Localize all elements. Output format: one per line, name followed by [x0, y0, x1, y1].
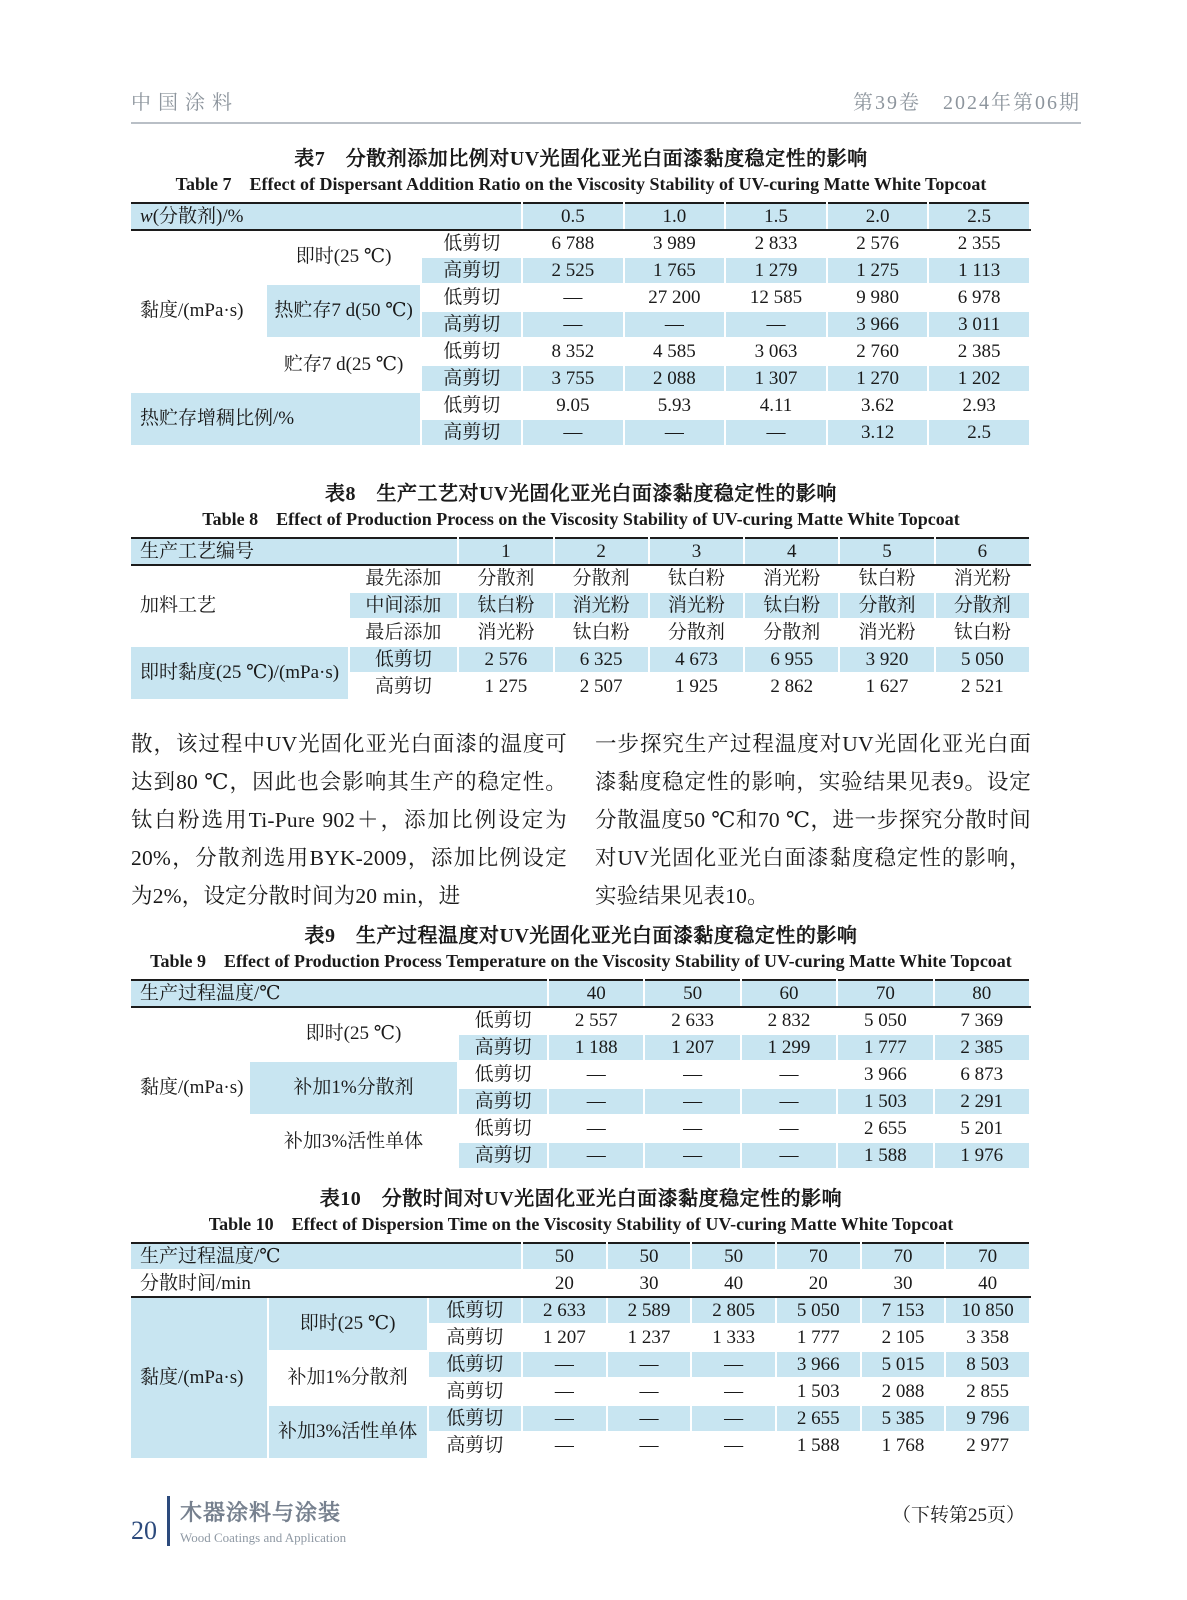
table-cell: 最先添加	[349, 565, 459, 592]
table-cell: 3.62	[827, 392, 929, 419]
table-cell: 3 358	[945, 1324, 1030, 1351]
table-cell: 0.5	[522, 203, 624, 230]
table-cell: 10 850	[945, 1297, 1030, 1324]
table-cell: 2 576	[827, 230, 929, 257]
table-cell: 2	[554, 538, 649, 565]
table-cell: 3 920	[839, 646, 934, 673]
table-cell: 高剪切	[428, 1324, 522, 1351]
table-cell: 1 113	[928, 257, 1030, 284]
table-cell: 消光粉	[458, 619, 553, 646]
table-cell: —	[607, 1432, 692, 1459]
table-row	[131, 1061, 1030, 1088]
table-cell: 40	[945, 1270, 1030, 1297]
table-cell: 1 588	[837, 1142, 933, 1169]
table-cell: 40	[548, 980, 644, 1007]
table-cell: 1 503	[837, 1088, 933, 1115]
table-cell: —	[522, 1378, 607, 1405]
table-cell: 高剪切	[458, 1088, 548, 1115]
table-cell: —	[522, 419, 624, 446]
table-cell: 1 333	[691, 1324, 776, 1351]
table-cell: 即时(25 ℃)	[249, 1007, 458, 1061]
table-cell: 50	[644, 980, 740, 1007]
table-cell: 低剪切	[458, 1061, 548, 1088]
table-cell: 2 833	[725, 230, 827, 257]
table-cell: 5	[839, 538, 934, 565]
table-cell: 即时(25 ℃)	[268, 1297, 428, 1351]
table10	[131, 1242, 1031, 1460]
table-cell: 20	[776, 1270, 861, 1297]
t8-grid	[131, 537, 1031, 701]
table-cell: 4 673	[649, 646, 744, 673]
table-cell: 高剪切	[458, 1142, 548, 1169]
table-cell: 高剪切	[421, 419, 522, 446]
table-cell: 2 088	[624, 365, 726, 392]
table-cell: 低剪切	[421, 284, 522, 311]
table-cell: 低剪切	[421, 338, 522, 365]
table-row	[131, 1007, 1030, 1034]
table-cell: —	[548, 1061, 644, 1088]
table-cell: 分散剂	[458, 565, 553, 592]
running-header	[131, 86, 1081, 124]
table-cell: —	[607, 1405, 692, 1432]
table-cell: 1 976	[934, 1142, 1030, 1169]
table-cell: 3 011	[928, 311, 1030, 338]
table-cell: 2.93	[928, 392, 1030, 419]
table7	[131, 202, 1031, 447]
table-cell: 5 015	[861, 1351, 946, 1378]
table-cell: 1 503	[776, 1378, 861, 1405]
table-cell: 7 153	[861, 1297, 946, 1324]
table-cell: 4 585	[624, 338, 726, 365]
table-row	[131, 1243, 1030, 1270]
table-row	[131, 1270, 1030, 1297]
footer-divider	[167, 1496, 170, 1546]
table10-caption-zh: 表10 分散时间对UV光固化亚光白面漆黏度稳定性的影响	[319, 1188, 843, 1210]
table-cell: 2.0	[827, 203, 929, 230]
table-cell: 消光粉	[839, 619, 934, 646]
table-cell: 低剪切	[458, 1007, 548, 1034]
table-cell: 高剪切	[458, 1034, 548, 1061]
table-cell: 8 352	[522, 338, 624, 365]
table-cell: 9 980	[827, 284, 929, 311]
table-cell: 1 627	[839, 673, 934, 700]
table-cell: 6 955	[744, 646, 839, 673]
table-row	[131, 538, 1030, 565]
table-cell: —	[644, 1142, 740, 1169]
table-cell: 2 805	[691, 1297, 776, 1324]
table-cell: 80	[934, 980, 1030, 1007]
table-cell: 5 050	[935, 646, 1030, 673]
table-cell: 5 050	[776, 1297, 861, 1324]
table-cell: 2 633	[644, 1007, 740, 1034]
table-cell: 5.93	[624, 392, 726, 419]
table-cell: 2 576	[458, 646, 553, 673]
table-cell: 30	[607, 1270, 692, 1297]
table-cell: 27 200	[624, 284, 726, 311]
table-cell: 1.0	[624, 203, 726, 230]
table-row	[131, 565, 1030, 592]
table-cell: —	[522, 284, 624, 311]
table-cell: 低剪切	[421, 230, 522, 257]
section-title-en: Wood Coatings and Application	[180, 1530, 347, 1545]
table-cell: 2 385	[934, 1034, 1030, 1061]
table-cell: 贮存7 d(25 ℃)	[266, 338, 422, 392]
table-cell: 1 777	[776, 1324, 861, 1351]
table-cell: 8 503	[945, 1351, 1030, 1378]
table-cell: 5 050	[837, 1007, 933, 1034]
table-cell: —	[725, 419, 827, 446]
table-cell: 1 925	[649, 673, 744, 700]
table-cell: 50	[522, 1243, 607, 1270]
section-title-zh: 木器涂料与涂装	[180, 1500, 342, 1525]
table-cell: 1 275	[458, 673, 553, 700]
table-cell: 3.12	[827, 419, 929, 446]
table-cell: 5 385	[861, 1405, 946, 1432]
table-cell: 2 105	[861, 1324, 946, 1351]
table-cell: 加料工艺	[131, 565, 349, 646]
table-cell: 1	[458, 538, 553, 565]
table9-section	[131, 923, 1031, 1170]
table-cell: 高剪切	[421, 311, 522, 338]
table-cell: 12 585	[725, 284, 827, 311]
table8-caption-en: Table 8 Effect of Production Process on the Viscosity Stability of UV-curing Matte White Topcoat	[202, 509, 960, 529]
table-cell: 高剪切	[421, 257, 522, 284]
table-cell: 2.5	[928, 419, 1030, 446]
table-cell: 4	[744, 538, 839, 565]
table-cell: 1 768	[861, 1432, 946, 1459]
table-cell: 6 873	[934, 1061, 1030, 1088]
table-cell: 黏度/(mPa·s)	[131, 1007, 249, 1169]
table-cell: 低剪切	[421, 392, 522, 419]
table-cell: 40	[691, 1270, 776, 1297]
table-cell: 3	[649, 538, 744, 565]
table-cell: 低剪切	[428, 1405, 522, 1432]
table8-section	[131, 481, 1031, 701]
table-cell: 2 291	[934, 1088, 1030, 1115]
table-cell: 3 989	[624, 230, 726, 257]
table-cell: 黏度/(mPa·s)	[131, 230, 266, 392]
table-cell: 1 237	[607, 1324, 692, 1351]
table-cell: —	[644, 1115, 740, 1142]
table-cell: 钛白粉	[839, 565, 934, 592]
table-cell: 2 633	[522, 1297, 607, 1324]
table-cell: 70	[945, 1243, 1030, 1270]
table9	[131, 979, 1031, 1170]
table8	[131, 537, 1031, 701]
table-cell: —	[691, 1378, 776, 1405]
table-cell: 2 557	[548, 1007, 644, 1034]
table-cell: 热贮存增稠比例/%	[131, 392, 421, 446]
table-row	[131, 338, 1030, 365]
table-cell: 2 760	[827, 338, 929, 365]
table-cell: 3 966	[776, 1351, 861, 1378]
table10-caption-en: Table 10 Effect of Dispersion Time on the Viscosity Stability of UV-curing Matte White Topcoat	[208, 1214, 954, 1234]
table-cell: —	[548, 1142, 644, 1169]
table-cell: 消光粉	[554, 592, 649, 619]
table-cell: 分散剂	[649, 619, 744, 646]
table-row	[131, 392, 1030, 419]
table-cell: 1 188	[548, 1034, 644, 1061]
table-cell: 1 207	[522, 1324, 607, 1351]
table-cell: —	[691, 1351, 776, 1378]
table-cell: 1 275	[827, 257, 929, 284]
table-cell: —	[741, 1115, 837, 1142]
table-cell: —	[607, 1351, 692, 1378]
table-cell: —	[548, 1115, 644, 1142]
table-cell: w(分散剂)/%	[131, 203, 522, 230]
table-cell: 1 765	[624, 257, 726, 284]
table-cell: 30	[861, 1270, 946, 1297]
t9-grid	[131, 979, 1031, 1170]
table-cell: 3 966	[827, 311, 929, 338]
table-cell: 2 832	[741, 1007, 837, 1034]
table-cell: —	[741, 1061, 837, 1088]
table-cell: 消光粉	[649, 592, 744, 619]
table-cell: 2 655	[837, 1115, 933, 1142]
journal-name: 中国涂料	[131, 92, 239, 114]
table-cell: 60	[741, 980, 837, 1007]
table-cell: —	[725, 311, 827, 338]
table-cell: 3 966	[837, 1061, 933, 1088]
table-cell: 2 355	[928, 230, 1030, 257]
table-cell: 2 855	[945, 1378, 1030, 1405]
table-cell: 最后添加	[349, 619, 459, 646]
paragraph-right-column: 一步探究生产过程温度对UV光固化亚光白面漆黏度稳定性的影响，实验结果见表9。设定分散温度50 ℃和70 ℃，进一步探究分散时间对UV光固化亚光白面漆黏度稳定性的影响，实验结果见表10。	[595, 732, 1031, 908]
table-cell: —	[741, 1142, 837, 1169]
table-cell: 1 202	[928, 365, 1030, 392]
table-cell: 钛白粉	[458, 592, 553, 619]
table9-caption-en: Table 9 Effect of Production Process Temperature on the Viscosity Stability of UV-curing Matte White Topcoat	[150, 951, 1012, 971]
table-cell: 70	[861, 1243, 946, 1270]
continuation-note: （下转第25页）	[891, 1505, 1025, 1526]
table-cell: 70	[776, 1243, 861, 1270]
table-cell: 低剪切	[428, 1351, 522, 1378]
table-cell: —	[522, 1351, 607, 1378]
table-cell: 1 207	[644, 1034, 740, 1061]
table-cell: 即时(25 ℃)	[266, 230, 422, 284]
table-cell: 2 862	[744, 673, 839, 700]
table-cell: 钛白粉	[554, 619, 649, 646]
table-cell: 高剪切	[428, 1378, 522, 1405]
table-cell: 2 088	[861, 1378, 946, 1405]
page-footer	[131, 1496, 346, 1546]
table-cell: —	[624, 419, 726, 446]
table-row	[131, 230, 1030, 257]
table7-caption-zh: 表7 分散剂添加比例对UV光固化亚光白面漆黏度稳定性的影响	[294, 148, 868, 170]
table-cell: 2 507	[554, 673, 649, 700]
table-cell: —	[691, 1405, 776, 1432]
paragraph-left-column: 散，该过程中UV光固化亚光白面漆的温度可达到80 ℃，因此也会影响其生产的稳定性。钛白粉选用Ti-Pure 902＋，添加比例设定为20%，分散剂选用BYK-2009，添加比例设定为2%，设定分散时间为20 min，进	[131, 732, 567, 908]
table-cell: 3 063	[725, 338, 827, 365]
table-cell: 1 270	[827, 365, 929, 392]
table-cell: 即时黏度(25 ℃)/(mPa·s)	[131, 646, 349, 700]
table-cell: 9.05	[522, 392, 624, 419]
table-cell: 钛白粉	[649, 565, 744, 592]
table-row	[131, 1297, 1030, 1324]
table-cell: 消光粉	[935, 565, 1030, 592]
table-cell: 9 796	[945, 1405, 1030, 1432]
table-cell: 5 201	[934, 1115, 1030, 1142]
table-cell: 6 788	[522, 230, 624, 257]
table-row	[131, 284, 1030, 311]
table-cell: 70	[837, 980, 933, 1007]
table-cell: 2 977	[945, 1432, 1030, 1459]
table-cell: 6 325	[554, 646, 649, 673]
table-cell: 消光粉	[744, 565, 839, 592]
table-cell: 2 525	[522, 257, 624, 284]
table-cell: 低剪切	[428, 1297, 522, 1324]
table-cell: 钛白粉	[744, 592, 839, 619]
t10-grid	[131, 1242, 1031, 1460]
table-cell: 1 279	[725, 257, 827, 284]
table-cell: —	[548, 1088, 644, 1115]
table-cell: 2 589	[607, 1297, 692, 1324]
table-cell: 分散剂	[935, 592, 1030, 619]
table-row	[131, 1115, 1030, 1142]
table-cell: —	[624, 311, 726, 338]
table-cell: 7 369	[934, 1007, 1030, 1034]
table-cell: 低剪切	[458, 1115, 548, 1142]
table-cell: 高剪切	[428, 1432, 522, 1459]
table-cell: —	[522, 311, 624, 338]
table-cell: —	[522, 1405, 607, 1432]
table-cell: —	[741, 1088, 837, 1115]
table-cell: 1 307	[725, 365, 827, 392]
table-cell: 20	[522, 1270, 607, 1297]
table-cell: 补加1%分散剂	[268, 1351, 428, 1405]
table-cell: 50	[691, 1243, 776, 1270]
table-cell: 50	[607, 1243, 692, 1270]
t7-grid	[131, 202, 1031, 447]
table-cell: —	[522, 1432, 607, 1459]
table-cell: 3 755	[522, 365, 624, 392]
table-cell: 2.5	[928, 203, 1030, 230]
table-cell: 分散时间/min	[131, 1270, 522, 1297]
table-cell: 黏度/(mPa·s)	[131, 1297, 268, 1459]
table10-section	[131, 1186, 1031, 1460]
table7-section	[131, 146, 1031, 447]
table-cell: 低剪切	[349, 646, 459, 673]
table-cell: —	[644, 1061, 740, 1088]
table-cell: 补加3%活性单体	[268, 1405, 428, 1459]
table8-caption-zh: 表8 生产工艺对UV光固化亚光白面漆黏度稳定性的影响	[325, 483, 837, 505]
table-cell: 2 655	[776, 1405, 861, 1432]
table-cell: 2 521	[935, 673, 1030, 700]
table-cell: 分散剂	[744, 619, 839, 646]
table-cell: 高剪切	[349, 673, 459, 700]
table-row	[131, 980, 1030, 1007]
table-cell: —	[691, 1432, 776, 1459]
table-cell: 1 588	[776, 1432, 861, 1459]
table-row	[131, 203, 1030, 230]
table-cell: 中间添加	[349, 592, 459, 619]
table-cell: 6 978	[928, 284, 1030, 311]
table-cell: 分散剂	[839, 592, 934, 619]
table-cell: 热贮存7 d(50 ℃)	[266, 284, 422, 338]
table-cell: 补加1%分散剂	[249, 1061, 458, 1115]
table-cell: 高剪切	[421, 365, 522, 392]
table-cell: 生产过程温度/℃	[131, 1243, 522, 1270]
table9-caption-zh: 表9 生产过程温度对UV光固化亚光白面漆黏度稳定性的影响	[304, 925, 858, 947]
table-cell: 2 385	[928, 338, 1030, 365]
issue-info: 第39卷 2024年第06期	[853, 92, 1081, 114]
table-cell: 钛白粉	[935, 619, 1030, 646]
table-cell: 分散剂	[554, 565, 649, 592]
table-cell: 补加3%活性单体	[249, 1115, 458, 1169]
table-cell: 1 777	[837, 1034, 933, 1061]
table-cell: 生产过程温度/℃	[131, 980, 548, 1007]
body-text	[131, 725, 1031, 915]
page-number: 20	[131, 1516, 157, 1545]
table-cell: 生产工艺编号	[131, 538, 458, 565]
table-row	[131, 646, 1030, 673]
table-cell: —	[607, 1378, 692, 1405]
table-cell: 4.11	[725, 392, 827, 419]
table-cell: —	[644, 1088, 740, 1115]
table-cell: 6	[935, 538, 1030, 565]
table-cell: 1 299	[741, 1034, 837, 1061]
table-cell: 1.5	[725, 203, 827, 230]
table7-caption-en: Table 7 Effect of Dispersant Addition Ratio on the Viscosity Stability of UV-curing Matte White Topcoat	[175, 174, 987, 194]
